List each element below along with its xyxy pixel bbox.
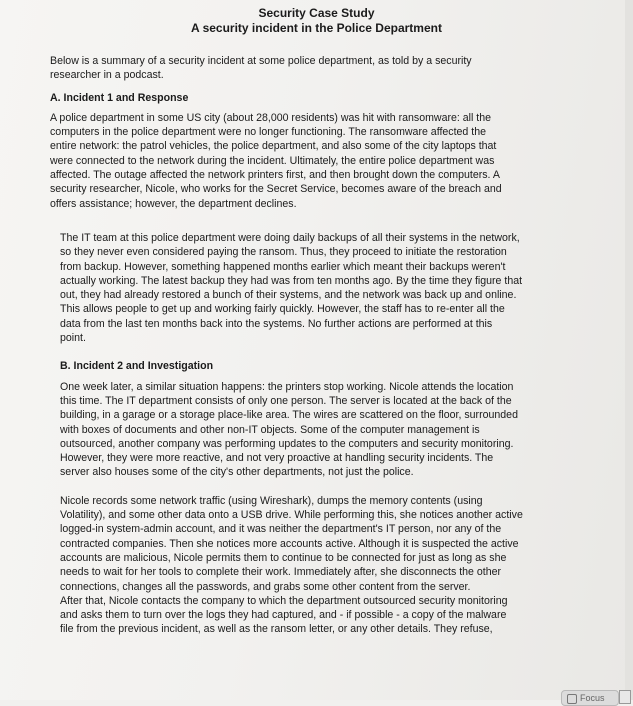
corner-toggle[interactable] (619, 690, 631, 704)
paragraph-line: point. (60, 332, 86, 345)
paragraph-line: server also houses some of the city's other departments, not just the police. (60, 466, 414, 479)
paragraph-line: security researcher, Nicole, who works for the Secret Service, becomes aware of the breach and (50, 183, 502, 196)
section-b-paragraph-2 (50, 494, 550, 637)
paragraph-line: Nicole records some network traffic (using Wireshark), dumps the memory contents (using (60, 494, 483, 507)
intro-line: Below is a summary of a security incident at some police department, as told by a security (50, 55, 472, 67)
document-body (50, 54, 550, 637)
paragraph-line: outsourced, another company was performing updates to the computers and security monitoring. (60, 437, 514, 450)
section-a-paragraph-2 (50, 231, 550, 345)
paragraph-line: logged-in system-admin account, and it was neither the department's IT person, nor any of the (60, 523, 502, 536)
document-subtitle: A security incident in the Police Department (191, 21, 442, 35)
paragraph-line: so they never even considered paying the ransom. Thus, they proceed to initiate the restoration (60, 246, 507, 259)
paragraph-line: One week later, a similar situation happens: the printers stop working. Nicole attends the location (60, 380, 514, 393)
section-a-heading: A. Incident 1 and Response (50, 91, 189, 104)
section-a-paragraph-1 (50, 111, 550, 211)
paragraph-line: This allows people to get up and working fairly quickly. However, the staff has to re-enter all the (60, 303, 505, 316)
document-title: Security Case Study (258, 6, 375, 20)
paragraph-line: data from the last ten months back into the systems. No further actions are performed at this (60, 317, 493, 330)
paragraph-line: building, in a garage or a storage place-like area. The wires are scattered on the floor, surrounded (60, 409, 518, 422)
paragraph-line: entire network: the patrol vehicles, the police department, and also some of the city laptops that (50, 140, 497, 153)
paragraph-line: connections, changes all the passwords, and grabs some other content from the server. (60, 580, 471, 593)
paragraph-line: A police department in some US city (about 28,000 residents) was hit with ransomware: all the (50, 111, 492, 124)
intro-line: researcher in a podcast. (50, 69, 164, 82)
paragraph-line: computers in the police department were no longer functioning. The ransomware affected the (50, 126, 486, 139)
paragraph-line: contracted companies. Then she notices more accounts active. Although it is suspected the active (60, 537, 519, 550)
focus-icon (567, 694, 577, 704)
paragraph-line: Volatility), and some other data onto a USB drive. While performing this, she notices another active (60, 509, 523, 522)
paragraph-line: and asks them to turn over the logs they had captured, and - if possible - a copy of the malware (60, 609, 507, 622)
paragraph-line: were connected to the network during the incident. Ultimately, the entire police department was (50, 154, 495, 167)
paragraph-line: affected. The outage affected the network printers first, and then brought down the computers. A (50, 169, 500, 182)
document-header (0, 0, 633, 36)
paragraph-line: file from the previous incident, as well as the ransom letter, or any other details. They refuse, (60, 623, 493, 636)
paragraph-line: needs to wait for her tools to complete their work. Immediately after, she disconnects the other (60, 566, 502, 579)
section-b-paragraph-1 (50, 380, 550, 480)
paragraph-line: from backup. However, something happened months earlier which meant their backups weren't (60, 260, 506, 273)
paragraph-line: this time. The IT department consists of only one person. The server is located at the back of the (60, 394, 512, 407)
section-b-heading: B. Incident 2 and Investigation (60, 360, 214, 373)
paragraph-line: with boxes of documents and other non-IT objects. Some of the computer management is (60, 423, 480, 436)
paragraph-line: The IT team at this police department were doing daily backups of all their systems in the network, (60, 231, 520, 244)
paragraph-line: offers assistance; however, the department declines. (50, 197, 297, 210)
focus-button[interactable] (561, 690, 619, 706)
focus-label: Focus (580, 693, 605, 703)
paragraph-line: actually working. The latest backup they had was from ten months ago. By the time they figure that (60, 274, 523, 287)
paragraph-line: out, they had already restored a bunch of their systems, and the network was back up and online. (60, 289, 517, 302)
paragraph-line: After that, Nicole contacts the company to which the department outsourced security monitoring (60, 594, 508, 607)
paragraph-line: accounts are malicious, Nicole permits them to continue to be connected for just as long as she (60, 551, 507, 564)
vertical-scrollbar[interactable] (625, 0, 633, 700)
paragraph-line: However, they were more reactive, and not very proactive at handling security incidents. The (60, 452, 494, 465)
